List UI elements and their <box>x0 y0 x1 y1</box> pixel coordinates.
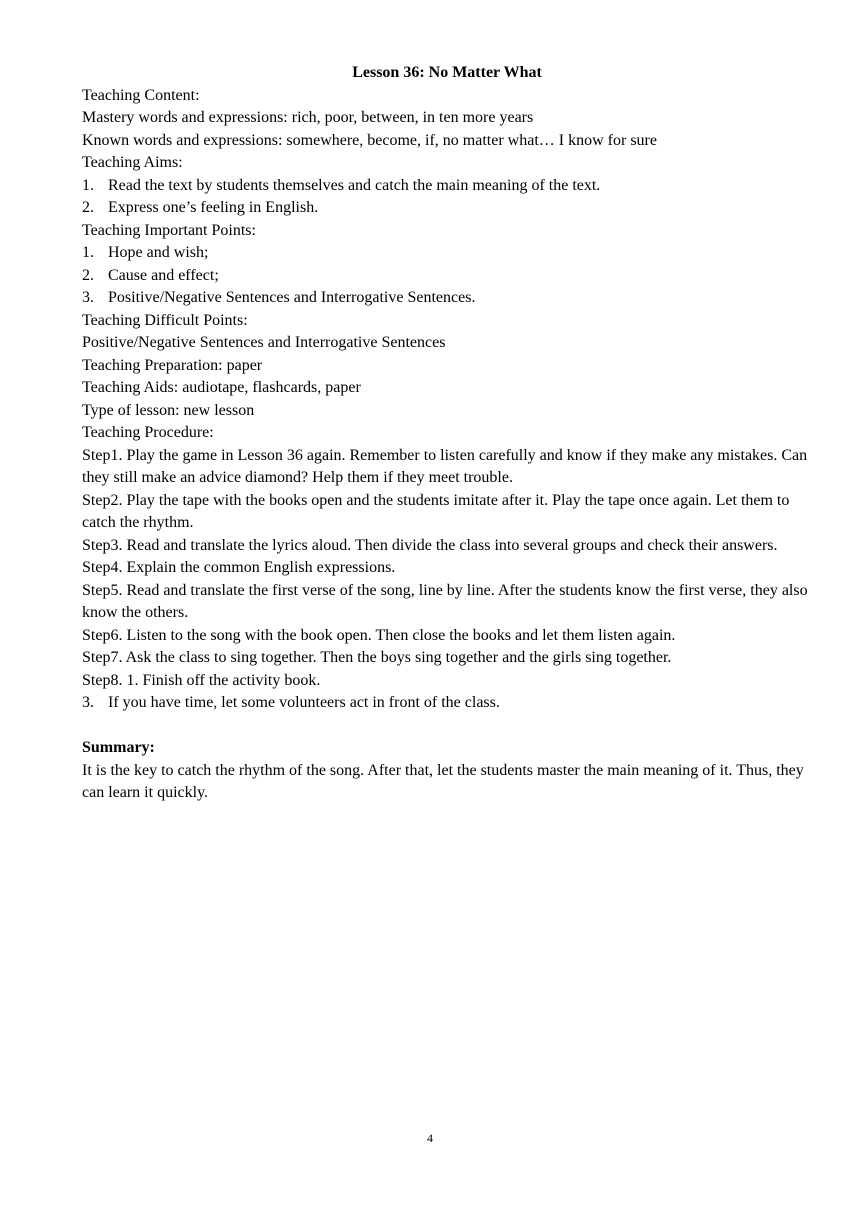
mastery-words-line: Mastery words and expressions: rich, poor, between, in ten more years <box>82 109 534 126</box>
page-number: 4 <box>427 1131 433 1145</box>
known-words-line: Known words and expressions: somewhere, become, if, no matter what… I know for sure <box>82 131 657 149</box>
aims-item-number: 2. <box>82 199 94 216</box>
procedure-heading: Teaching Procedure: <box>82 424 214 441</box>
lesson-title: Lesson 36: No Matter What <box>352 64 542 81</box>
important-points-number: 1. <box>82 244 94 261</box>
document-page <box>82 62 812 805</box>
aims-item-text: Express one’s feeling in English. <box>108 199 319 216</box>
important-points-text: Hope and wish; <box>108 244 209 261</box>
procedure-step: Step2. Play the tape with the books open and the students imitate after it. Play the tape once again. Let them to catch the rhythm. <box>82 491 790 531</box>
important-points-number: 3. <box>82 289 94 306</box>
preparation-line: Teaching Preparation: paper <box>82 356 263 374</box>
procedure-step: Step8. 1. Finish off the activity book. <box>82 671 321 689</box>
important-points-text: Cause and effect; <box>108 266 219 284</box>
procedure-extra-text: If you have time, let some volunteers act in front of the class. <box>108 694 500 711</box>
important-points-heading: Teaching Important Points: <box>82 221 256 239</box>
summary-text: It is the key to catch the rhythm of the song. After that, let the students master the main meaning of it. Thus, they can learn it quickly. <box>82 761 804 801</box>
difficult-points-heading: Teaching Difficult Points: <box>82 311 248 329</box>
aims-list-item <box>82 197 812 220</box>
important-points-number: 2. <box>82 266 94 284</box>
aims-item-number: 1. <box>82 176 94 194</box>
important-points-item <box>82 242 812 265</box>
aims-list-item <box>82 175 812 198</box>
procedure-extra-number: 3. <box>82 694 94 711</box>
procedure-extra-item <box>82 692 812 715</box>
procedure-step: Step1. Play the game in Lesson 36 again. Remember to listen carefully and know if they make any mistakes. Can they still make an advice diamond? Help them if they meet trouble. <box>82 446 808 486</box>
teaching-content-heading: Teaching Content: <box>82 86 200 104</box>
blank-line <box>82 715 812 738</box>
important-points-text: Positive/Negative Sentences and Interrogative Sentences. <box>108 289 476 306</box>
procedure-step: Step7. Ask the class to sing together. Then the boys sing together and the girls sing together. <box>82 649 672 666</box>
procedure-step: Step5. Read and translate the first verse of the song, line by line. After the students know the first verse, they also know the others. <box>82 581 808 621</box>
important-points-item <box>82 265 812 288</box>
procedure-step: Step4. Explain the common English expressions. <box>82 559 396 576</box>
aims-item-text: Read the text by students themselves and catch the main meaning of the text. <box>108 176 601 194</box>
summary-heading: Summary: <box>82 739 155 756</box>
procedure-step: Step6. Listen to the song with the book open. Then close the books and let them listen again. <box>82 626 676 644</box>
important-points-item <box>82 287 812 310</box>
aids-line: Teaching Aids: audiotape, flashcards, paper <box>82 379 361 396</box>
teaching-aims-heading: Teaching Aims: <box>82 154 183 171</box>
difficult-points-text: Positive/Negative Sentences and Interrogative Sentences <box>82 334 446 351</box>
procedure-step: Step3. Read and translate the lyrics aloud. Then divide the class into several groups and check their answers. <box>82 536 778 554</box>
lesson-type-line: Type of lesson: new lesson <box>82 401 255 419</box>
